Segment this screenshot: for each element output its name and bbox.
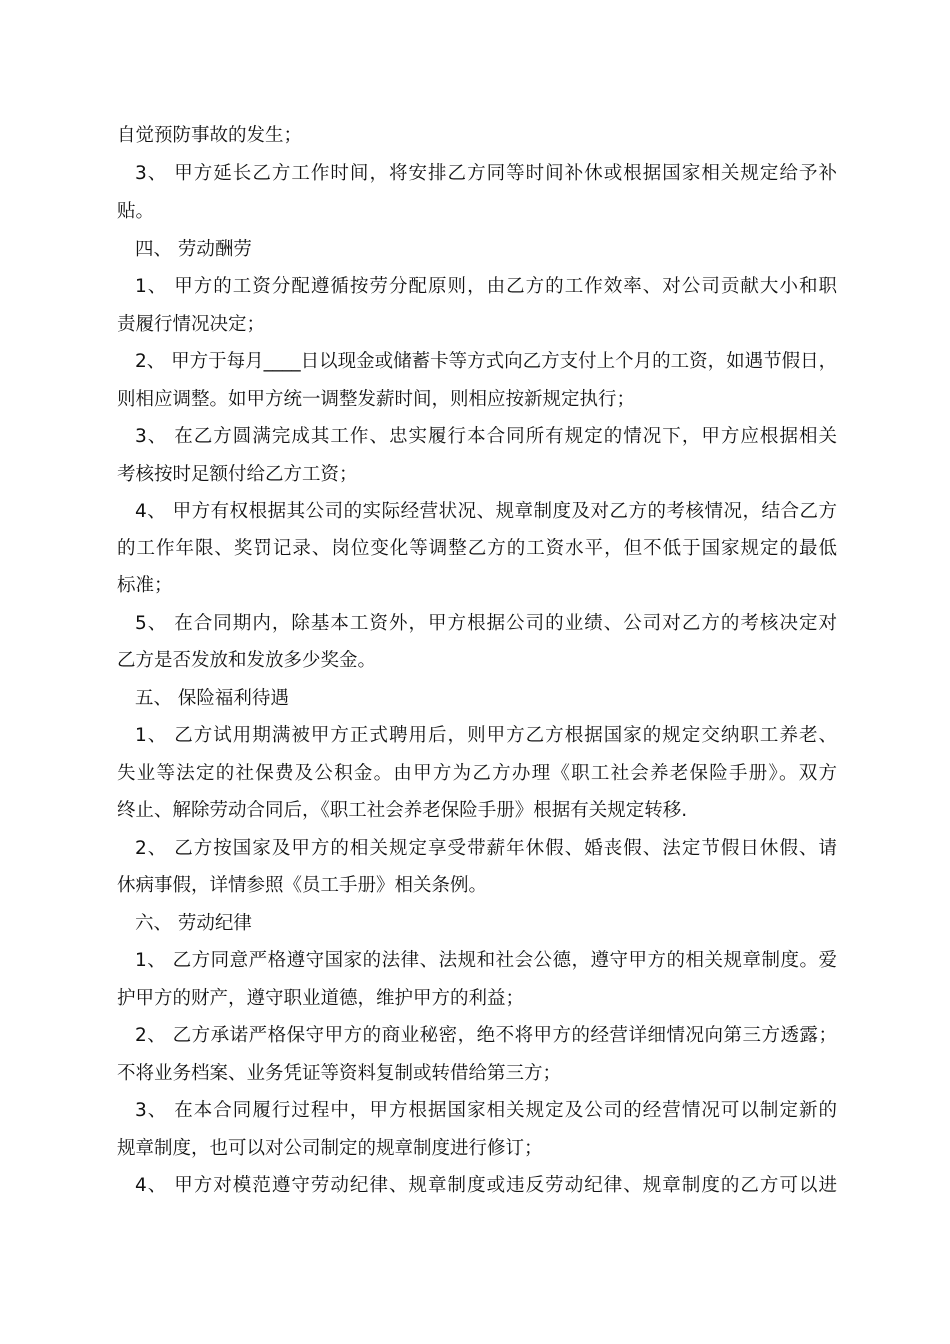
text-line: 4、 甲方有权根据其公司的实际经营状况、规章制度及对乙方的考核情况，结合乙方 — [135, 501, 837, 522]
text-line: 4、 甲方对模范遵守劳动纪律、规章制度或违反劳动纪律、规章制度的乙方可以进 — [135, 1175, 837, 1196]
text-line: 标准； — [117, 575, 173, 596]
text-line: 2、 甲方于每月____日以现金或储蓄卡等方式向乙方支付上个月的工资，如遇节假日， — [135, 351, 837, 372]
text-line: 2、 乙方承诺严格保守甲方的商业秘密，绝不将甲方的经营详细情况向第三方透露； — [135, 1025, 837, 1046]
section-heading: 五、 保险福利待遇 — [135, 688, 289, 709]
section-heading: 四、 劳动酬劳 — [135, 239, 252, 260]
text-line: 1、 乙方试用期满被甲方正式聘用后，则甲方乙方根据国家的规定交纳职工养老、 — [135, 725, 837, 746]
text-line: 考核按时足额付给乙方工资； — [117, 464, 358, 485]
text-line: 3、 在乙方圆满完成其工作、忠实履行本合同所有规定的情况下，甲方应根据相关 — [135, 426, 837, 447]
text-line: 的工作年限、奖罚记录、岗位变化等调整乙方的工资水平，但不低于国家规定的最低 — [117, 538, 837, 559]
text-line: 3、 甲方延长乙方工作时间，将安排乙方同等时间补休或根据国家相关规定给予补 — [135, 163, 837, 184]
section-heading: 六、 劳动纪律 — [135, 913, 252, 934]
text-line: 贴。 — [117, 201, 155, 222]
text-line: 休病事假，详情参照《员工手册》相关条例。 — [117, 875, 488, 896]
text-line: 乙方是否发放和发放多少奖金。 — [117, 650, 377, 671]
text-line: 则相应调整。如甲方统一调整发薪时间，则相应按新规定执行； — [117, 389, 636, 410]
text-line: 5、 在合同期内，除基本工资外，甲方根据公司的业绩、公司对乙方的考核决定对 — [135, 613, 837, 634]
text-line: 终止、解除劳动合同后，《职工社会养老保险手册》根据有关规定转移. — [117, 800, 688, 821]
text-line: 责履行情况决定； — [117, 314, 266, 335]
text-line: 自觉预防事故的发生； — [117, 125, 303, 146]
text-line: 1、 乙方同意严格遵守国家的法律、法规和社会公德，遵守甲方的相关规章制度。爱 — [135, 950, 837, 971]
text-line: 失业等法定的社保费及公积金。由甲方为乙方办理《职工社会养老保险手册》。双方 — [117, 763, 837, 784]
text-line: 1、 甲方的工资分配遵循按劳分配原则，由乙方的工作效率、对公司贡献大小和职 — [135, 276, 837, 297]
text-line: 不将业务档案、业务凭证等资料复制或转借给第三方； — [117, 1063, 562, 1084]
text-line: 护甲方的财产，遵守职业道德，维护甲方的利益； — [117, 988, 525, 1009]
text-line: 规章制度，也可以对公司制定的规章制度进行修订； — [117, 1138, 543, 1159]
text-line: 2、 乙方按国家及甲方的相关规定享受带薪年休假、婚丧假、法定节假日休假、请 — [135, 838, 837, 859]
text-line: 3、 在本合同履行过程中，甲方根据国家相关规定及公司的经营情况可以制定新的 — [135, 1100, 837, 1121]
